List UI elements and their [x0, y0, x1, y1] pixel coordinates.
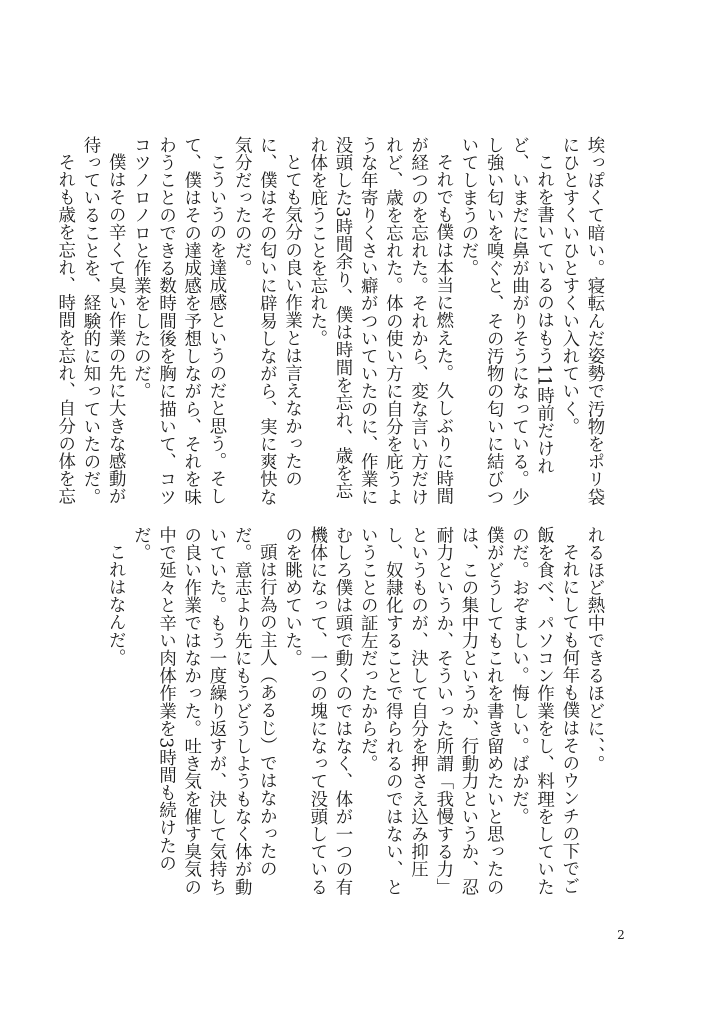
upper-text-block [54, 136, 606, 510]
paragraph: 僕がどうしてもこれを書き留めたいと思ったのは、この集中力というか、行動力というか、忍耐力というか、そういった所謂「我慢する力」というものが、決して自分を押さえ込み抑圧し、奴隷化することで得られるのではない、ということの証左だったからだ。 [357, 526, 504, 896]
paragraph: 頭は行為の主人（あるじ）ではなかったのだ。意志より先にもうどうしようもなく体が動いていた。もう一度繰り返すが、決して気持ちの良い作業ではなかった。吐き気を催す臭気の中で延々と辛い肉体作業を3時間も続けたのだ。 [130, 526, 277, 896]
paragraph: 埃っぽくて暗い。寝転んだ姿勢で汚物をポリ袋にひとすくいひとすくい入れていく。 [558, 136, 604, 506]
page-number: 2 [617, 928, 625, 942]
paragraph: それにしても何年も僕はそのウンチの下でご飯を食べ、パソコン作業をし、料理をしていたのだ。おぞましい。悔しい。ばかだ。 [508, 526, 579, 896]
paragraph: とても気分の良い作業とは言えなかったのに、僕はその匂いに辟易しながら、実に爽快な気分だったのだ。 [231, 136, 302, 506]
paragraph: それも歳を忘れ、時間を忘れ、自分の体を忘 [54, 153, 75, 506]
paragraph: むしろ僕は頭で動くのではなく、体が一つの有機体になって、一つの塊になって没頭しているのを眺めていた。 [281, 526, 352, 896]
paragraph: 僕はその辛くて臭い作業の先に大きな感動が待っていることを、経験的に知っていたのだ。 [79, 136, 126, 506]
paragraph: それでも僕は本当に燃えた。久しぶりに時間が経つのを忘れた。それから、変な言い方だけれど、歳を忘れた。体の使い方に自分を庇うような年寄りくさい癖がついていたのに、作業に没頭した3時間余り、僕は時間を忘れ、歳を忘れ体を庇うことを忘れた。 [306, 136, 453, 506]
lower-text-block [105, 526, 606, 900]
paragraph: これはなんだ。 [105, 543, 126, 667]
paragraph: これを書いているのはもう11時前だけれど、いまだに鼻が曲がりそうになっている。少し強い匂いを嗅ぐと、その汚物の匂いに結びついてしまうのだ。 [457, 136, 554, 506]
paragraph: れるほど熱中できるほどに、、。 [584, 526, 604, 773]
paragraph: こういうのを達成感というのだと思う。そして、僕はその達成感を予想しながら、それを味わうことのできる数時間後を胸に描いて、コツコツノロノロと作業をしたのだ。 [130, 136, 226, 506]
